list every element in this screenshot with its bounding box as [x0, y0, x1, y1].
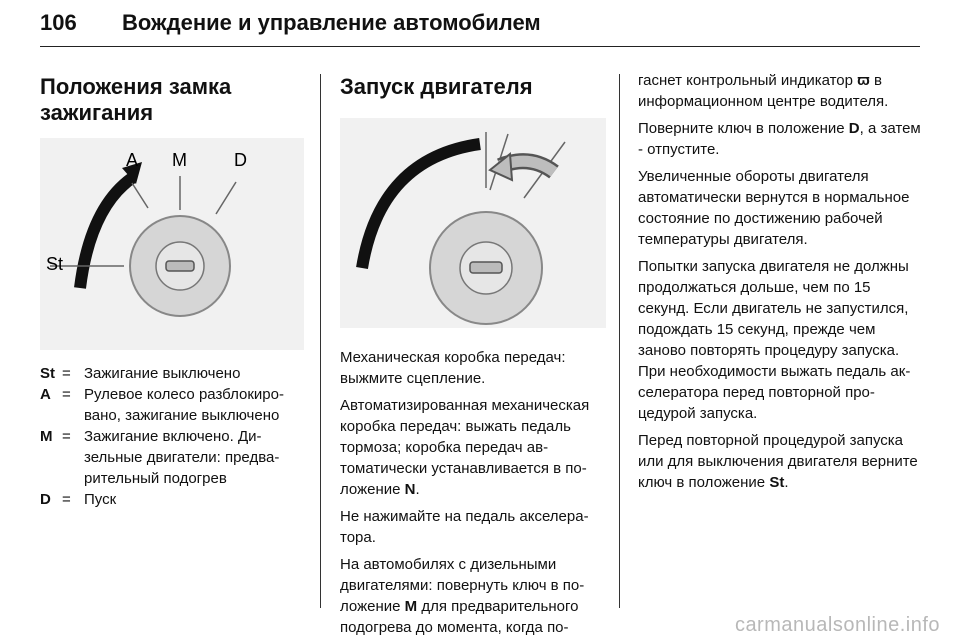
section-title-ignition: Положения замка зажигания [40, 74, 232, 125]
paragraph: Автоматизированная механическая коробка передач: выжать педаль тормоза; коробка передач автоматически устанавливается в положение N. [340, 397, 590, 498]
start-instructions [340, 347, 606, 638]
paragraph: Попытки запуска двигателя не должны продолжаться дольше, чем по 15 секунд. Если двигатель не запустился, подождать 15 секунд, прежде чем заново повторять процедуру запуска. При необходимости выжать педаль акселератора перед повторной процедурой запуска. [638, 258, 911, 422]
column-divider [320, 74, 321, 608]
column-divider [619, 74, 620, 608]
paragraph: Не нажимайте на педаль акселератора. [340, 508, 589, 546]
label-a: A [126, 150, 139, 170]
label-st: St [46, 254, 64, 274]
ignition-positions-figure [40, 138, 304, 350]
engine-start-figure [340, 118, 606, 328]
left-column [40, 74, 304, 510]
list-item: A = Рулевое колесо разблокировано, зажигание выключено [40, 386, 284, 424]
middle-column [340, 74, 606, 644]
page-number: 106 [40, 10, 77, 35]
list-item: St = Зажигание выключено [40, 365, 241, 382]
right-column [638, 70, 922, 499]
list-item: D = Пуск [40, 491, 117, 508]
page-header [40, 10, 920, 48]
glow-plug-icon: ϖ [857, 72, 870, 89]
label-m: M [172, 150, 187, 170]
header-rule [40, 46, 920, 47]
paragraph: На автомобилях с дизельными двигателями: повернуть ключ в положение M для предварительного подогрева до момента, когда по- [340, 556, 585, 636]
section-title-start: Запуск двигателя [340, 74, 533, 99]
paragraph: Механическая коробка передач: выжмите сцепление. [340, 349, 566, 387]
paragraph: Увеличенные обороты двигателя автоматически вернутся в нормальное состояние по достижению рабочей температуры двигателя. [638, 168, 910, 248]
paragraph: гаснет контрольный индикатор ϖ в информационном центре водителя. [638, 72, 889, 110]
label-d: D [234, 150, 247, 170]
paragraph: Перед повторной процедурой запуска или для выключения двигателя верните ключ в положение St. [638, 432, 918, 491]
watermark: carmanualsonline.info [734, 614, 940, 636]
ignition-position-list [40, 363, 304, 510]
paragraph: Поверните ключ в положение D, а затем - отпустите. [638, 120, 921, 158]
list-item: M = Зажигание включено. Дизельные двигатели: предварительный подогрев [40, 428, 280, 487]
chapter-title: Вождение и управление автомобилем [122, 10, 541, 35]
